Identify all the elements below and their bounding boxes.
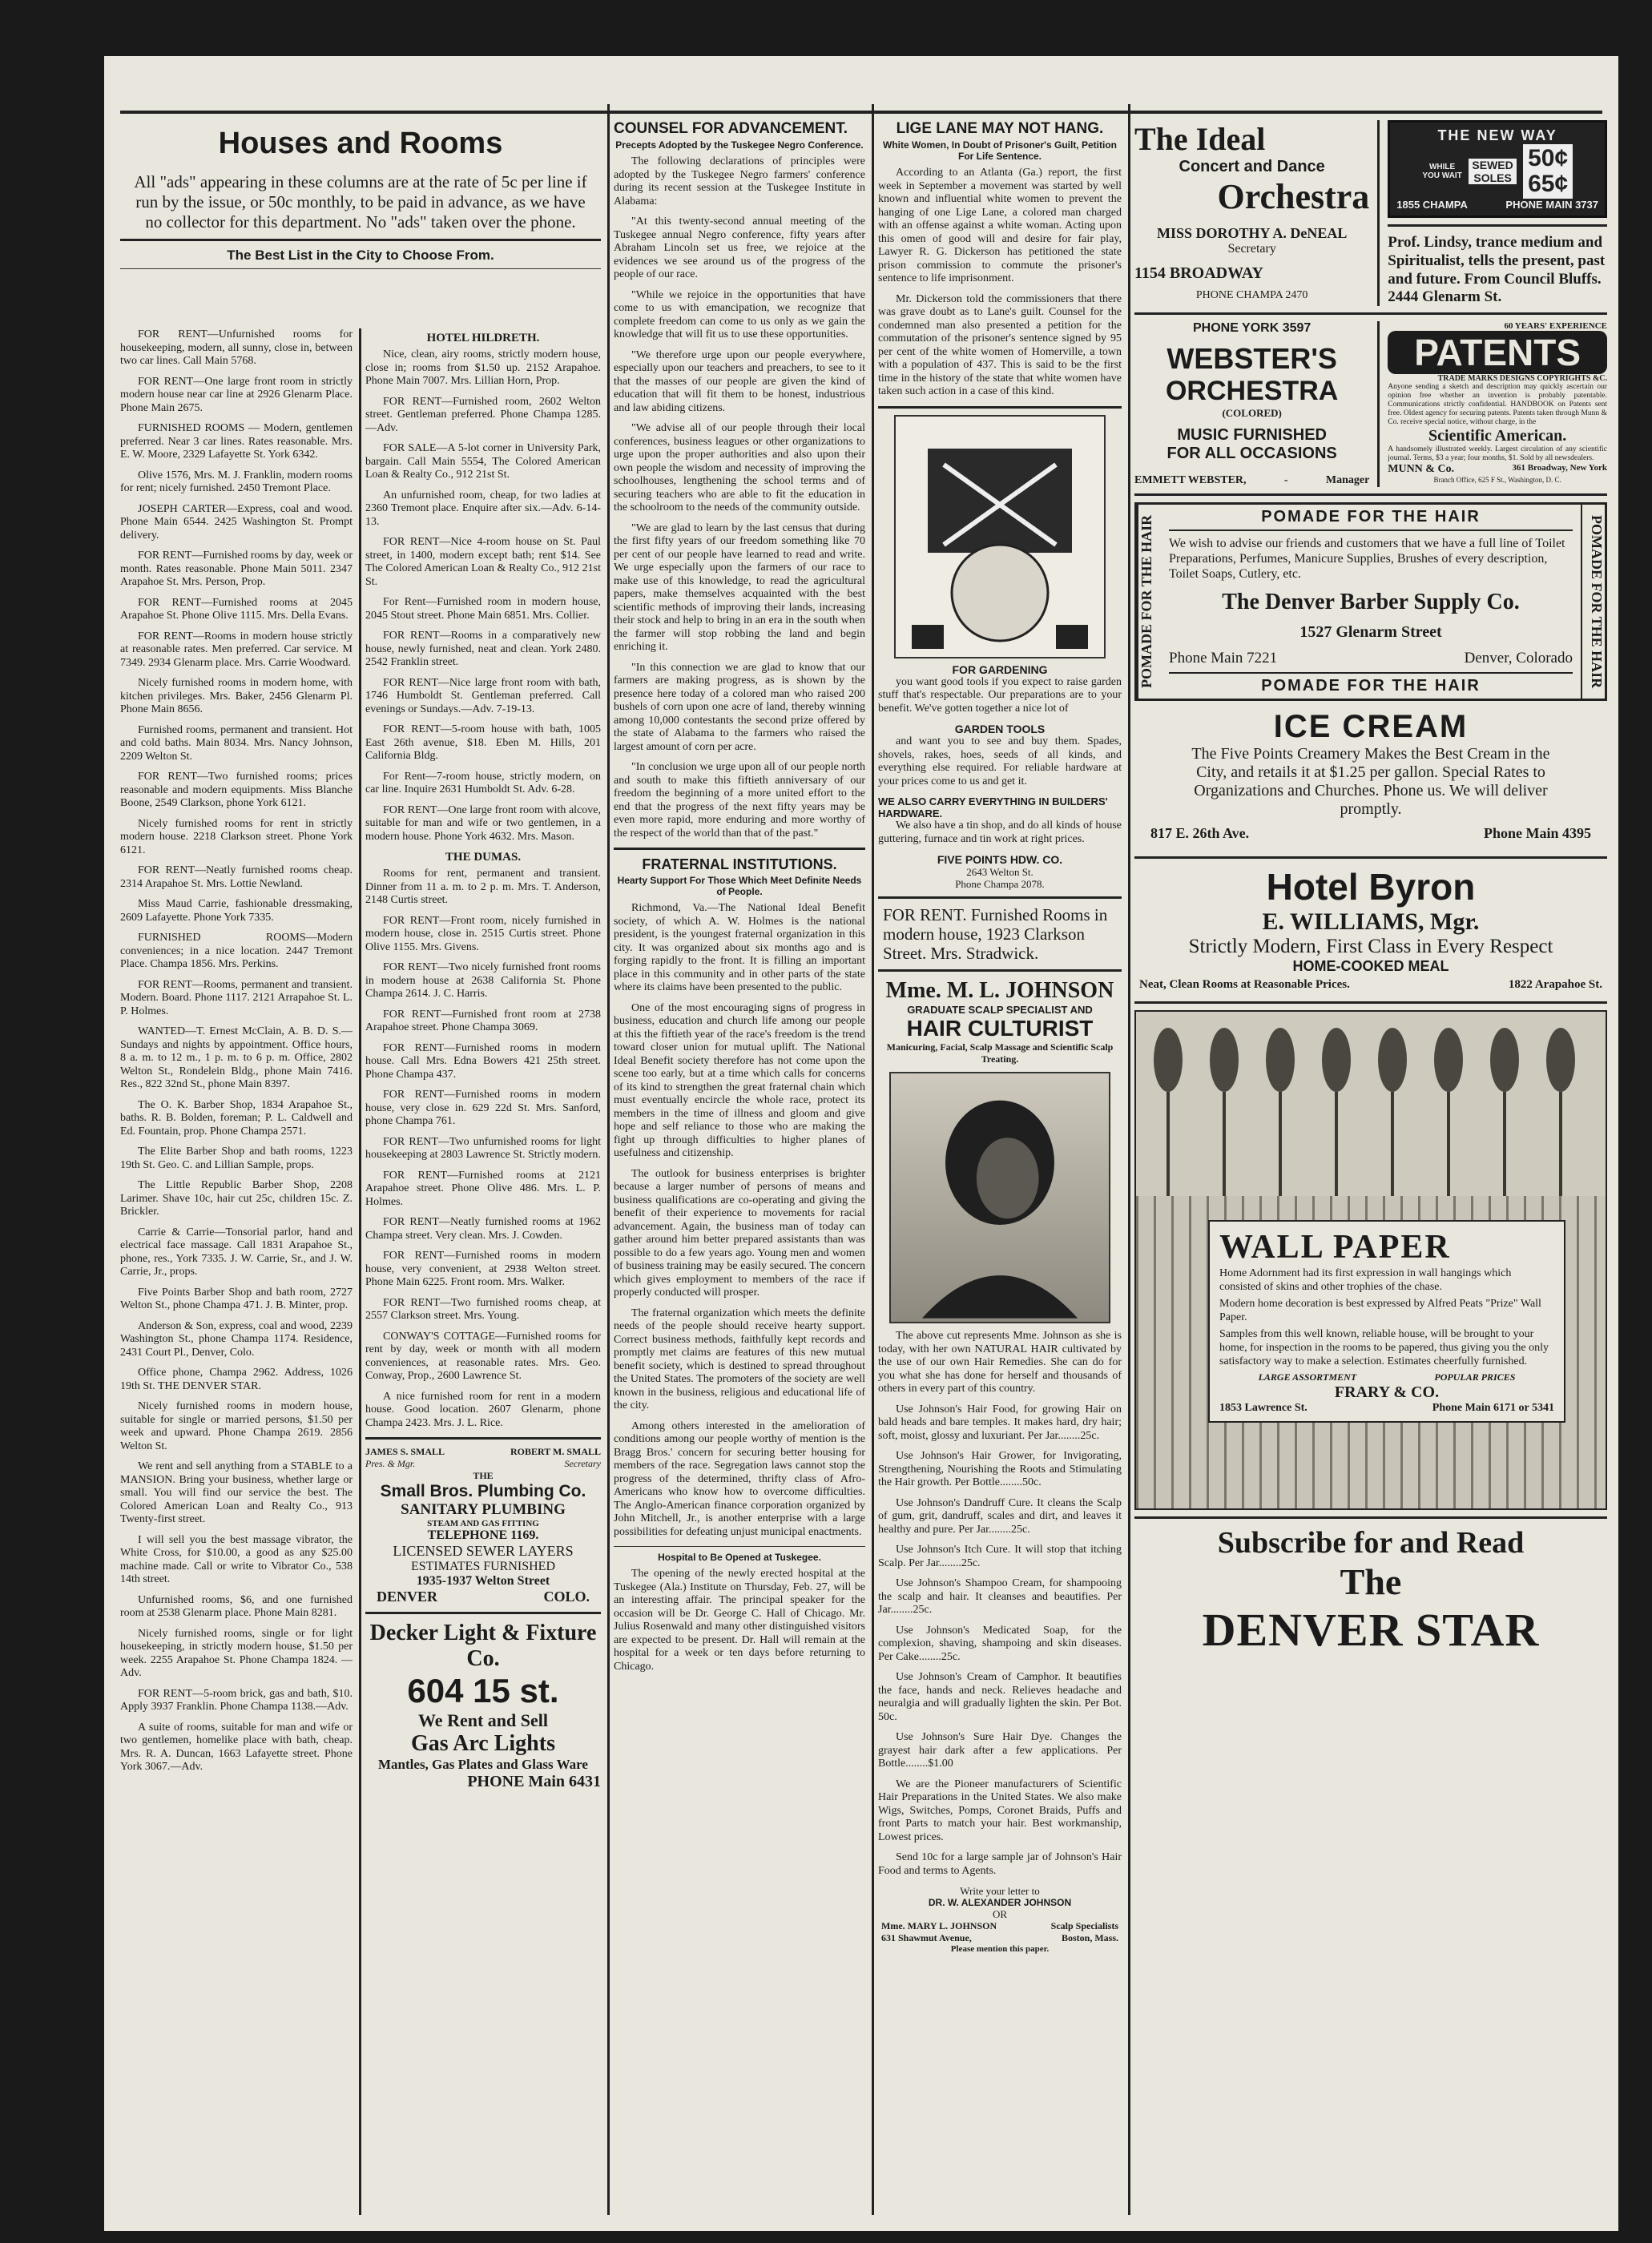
classified-ad: FOR RENT—Two furnished rooms; prices reasonable and modern equipments. Miss Blanche Boone, 2549 Clarkson, phone York 6121.: [120, 771, 353, 809]
patents-sci: Scientific American.: [1428, 427, 1567, 445]
divider: [365, 1437, 601, 1440]
right-top-ads: [1388, 120, 1607, 306]
classified-ad: FOR RENT—One large front room with alcove, suitable for man and wife or two gentlemen, in a modern house. Phone York 4632. Mrs. Mason.: [365, 803, 601, 843]
classified-ad: We rent and sell anything from a STABLE to a MANSION. Bring your business, whether large or small. You will find our service the best. The Colored American Loan and Realty Co., 913 Twenty-first street.: [120, 1460, 353, 1525]
subscribe-line1: Subscribe for and Read: [1217, 1526, 1525, 1560]
hospital-text: The opening of the newly erected hospital at the Tuskegee (Ala.) Institute on Thursday, Feb. 27, will be an interesting affair. The principal speaker for the occasion will be Dr. George C. Hall of Chicago. Mr. Julius Rosenwald and many other distinguished visitors are expected to be present. Dr. Hall will remain at the hospital for a week or ten days before returning to Chicago.: [614, 1568, 865, 1673]
classified-ad: FOR SALE—A 5-lot corner in University Park, bargain. Call Main 5554, The Colored American Loan & Realty Co., 912 21st St.: [365, 442, 601, 481]
classified-ad: An unfurnished room, cheap, for two ladies at 2360 Tremont place. Enquire after six.—Adv. 6-14-13.: [365, 489, 601, 528]
lige-body: [878, 167, 1122, 399]
article-paragraph: "We advise all of our people through their local conferences, business leagues or other organizations to urge upon the proper authorities and also upon their own people the wisdom and necessity of improving the schoolhouses, lengthening the school terms and of securing teachers who are able to fit the education in the schoolroom to the needs of the community outside.: [614, 422, 865, 513]
decker-line3: Mantles, Gas Plates and Glass Ware: [378, 1757, 588, 1772]
decker-line2: Gas Arc Lights: [411, 1731, 555, 1756]
webster-line2: FOR ALL OCCASIONS: [1166, 445, 1337, 462]
icecream-text: The Five Points Creamery Makes the Best Cream in the City, and retails it at $1.25 per gallon. Special Rates to Organizations and Churches. Phone us. We will deliver promptly.: [1191, 745, 1550, 818]
houses-intro: All "ads" appearing in these columns are at the rate of 5c per line if run by the issue, or 50c monthly, to be paid in advance, as we have no collector for this department. No "ads" taken over the phone.: [134, 172, 587, 232]
classified-ad: FOR RENT—Furnished rooms in modern house. Call Mrs. Edna Bowers 421 25th street. Phone Champa 437.: [365, 1041, 601, 1081]
classified-ad: FOR RENT—Rooms, permanent and transient. Modern. Board. Phone 1117. 2121 Arrapahoe St. L. P. Holmes.: [120, 978, 353, 1017]
classified-ad: Nice, clean, airy rooms, strictly modern house, close in; rooms from $1.50 up. 2152 Arapahoe. Phone Main 7007. Mrs. Lillian Horn, Prop.: [365, 348, 601, 387]
subscribe-ad: [1134, 1525, 1607, 1657]
gardening-ad: [878, 415, 1122, 891]
johnson-spec: Scalp Specialists: [1050, 1920, 1118, 1931]
icecream-address: 817 E. 26th Ave.: [1150, 825, 1250, 841]
classified-ad: Olive 1576, Mrs. M. J. Franklin, modern rooms for rent; nicely furnished. 2450 Tremont Place.: [120, 469, 353, 494]
wallpaper-pattern-icon: [1136, 1012, 1606, 1196]
classified-ad: The O. K. Barber Shop, 1834 Arapahoe St., baths. R. B. Bolden, foreman; P. L. Caldwell and Ed. Fountain, prop. Phone Champa 2571.: [120, 1098, 353, 1138]
classified-ad: JOSEPH CARTER—Express, coal and wood. Phone Main 6544. 2425 Washington St. Prompt delivery.: [120, 502, 353, 542]
divider: [1134, 856, 1607, 859]
column-rule: [607, 104, 610, 2215]
lige-column: [878, 120, 1122, 2215]
wallpaper-p3: Samples from this well known, reliable house, will be brought to your home, for inspection in the rooms to be papered, thus giving you the only satisfactory way to make a selection. Estimates cheerfully furnished.: [1219, 1328, 1549, 1367]
gardening-illustration: [894, 415, 1106, 658]
icecream-ad: [1134, 701, 1607, 850]
article-paragraph: "At this twenty-second annual meeting of the Tuskegee annual Negro conference, fifty years after Abraham Lincoln set us free, we rejoice at the evidences we see around us of the progress of the people of our race.: [614, 215, 865, 280]
small-left-name: JAMES S. SMALL: [365, 1446, 445, 1457]
ideal-title3: Orchestra: [1217, 177, 1370, 216]
classified-ad: FOR RENT—Two unfurnished rooms for light housekeeping at 2803 Lawrence St. Strictly modern.: [365, 1135, 601, 1161]
classified-ad: FOR RENT—5-room house with bath, 1005 East 26th avenue, $18. Eben M. Hills, 201 California Bldg.: [365, 723, 601, 762]
classified-ad: FURNISHED ROOMS — Modern, gentlemen preferred. Near 3 car lines. Rates reasonable. Mrs. E. W. Moore, 2329 Lafayette St. York 6342.: [120, 422, 353, 461]
icecream-phone: Phone Main 4395: [1483, 825, 1591, 841]
pomade-name: The Denver Barber Supply Co.: [1222, 590, 1520, 614]
gardening-carry: WE ALSO CARRY EVERYTHING IN BUILDERS' HARDWARE.: [878, 795, 1108, 819]
lindsy-address: 2444 Glenarm St.: [1388, 288, 1502, 305]
patents-ad: [1388, 321, 1607, 487]
small-left-title: Pres. & Mgr.: [365, 1458, 416, 1469]
classified-ad: FOR RENT—Rooms in a comparatively new house, newly furnished, neat and clean. York 2480. 2542 Franklin street.: [365, 630, 601, 668]
dumas-title: THE DUMAS.: [445, 851, 522, 864]
johnson-paragraph: Use Johnson's Hair Grower, for Invigorating, Strengthening, Nourishing the Roots and Stimulating the Hair growth. Per Bottle........50c.: [878, 1450, 1122, 1488]
small-line2: STEAM AND GAS FITTING: [427, 1519, 539, 1528]
classified-ad: FURNISHED ROOMS—Modern conveniences; in a nice location. 2447 Tremont Place. Champa 1856. Mrs. Perkins.: [120, 932, 353, 970]
small-state: COLO.: [543, 1589, 590, 1605]
johnson-portrait: [889, 1072, 1110, 1323]
classified-ad: For Rent—7-room house, strictly modern, on car line. Inquire 2631 Humboldt St. Adv. 6-28.: [365, 770, 601, 795]
fraternal-sub: Hearty Support For Those Which Meet Definite Needs of People.: [617, 875, 862, 897]
best-list-heading: The Best List in the City to Choose From.: [227, 248, 494, 263]
divider: [878, 969, 1122, 972]
classified-ad: CONWAY'S COTTAGE—Furnished rooms for rent by day, week or month with all modern conveniences, at reasonable rates. Mrs. Geo. Conway, Prop., 2600 Lawrence St.: [365, 1330, 601, 1382]
classified-ad: FOR RENT—5-room brick, gas and bath, $10. Apply 3937 Franklin. Phone Champa 1138.—Adv.: [120, 1687, 353, 1713]
decker-phone: PHONE Main 6431: [467, 1773, 601, 1790]
johnson-paragraph: Use Johnson's Dandruff Cure. It cleans the Scalp of gum, grit, dandruff, scales and dirt, and leaves it healthy and pure. Per Jar........25c.: [878, 1496, 1122, 1536]
classified-ad: FOR RENT—Furnished rooms in modern house, very close in. 629 22d St. Mrs. Sanford, phone Champa 761.: [365, 1089, 601, 1127]
small-right-title: Secretary: [564, 1458, 601, 1469]
wallpaper-p2: Modern home decoration is best expressed by Alfred Peats "Prize" Wall Paper.: [1219, 1298, 1541, 1323]
johnson-name: Mme. M. L. JOHNSON: [885, 978, 1114, 1003]
pomade-banner-top: POMADE FOR THE HAIR: [1169, 505, 1573, 531]
webster-mgr-role: Manager: [1325, 474, 1370, 486]
small-name: Small Bros. Plumbing Co.: [380, 1482, 586, 1500]
johnson-or: OR: [992, 1908, 1008, 1920]
classified-ad: Nicely furnished rooms for rent in strictly modern house. 2218 Clarkson street. Phone York 6121.: [120, 817, 353, 856]
gardening-text2: and want you to see and buy them. Spades, shovels, rakes, hoes, seeds of all kinds, and everything else required. For reliable hardware at your prices come to us and get it.: [878, 735, 1122, 787]
small-city: DENVER: [377, 1589, 438, 1605]
wallpaper-box: [1208, 1220, 1565, 1423]
small-the: THE: [473, 1470, 494, 1481]
gardening-text: you want good tools if you expect to raise garden stuff that's respectable. Our preparations are to your benefit. We've gotten together a nice lot of: [878, 675, 1122, 715]
classified-ad: FOR RENT—Front room, nicely furnished in modern house, close in. 2515 Curtis street. Phone Olive 1155. Mrs. Givens.: [365, 914, 601, 953]
article-paragraph: "We are glad to learn by the last census that during the first fifty years of our freedom something like 70 per cent of our people have learned to read and write. We urge especially upon the farmers of our race to make use of this knowledge, to read the agricultural papers, make themselves acquainted with the best scientific methods of improving their lands, increasing their stock and help to bring in an era in the south when the farmer will stop robbing the land and begin enriching it.: [614, 521, 865, 653]
classified-ad: FOR RENT—Furnished rooms at 2121 Arapahoe street. Phone Olive 486. Mrs. L. P. Holmes.: [365, 1169, 601, 1208]
johnson-line1: GRADUATE SCALP SPECIALIST AND: [907, 1004, 1093, 1016]
newspaper-page: [104, 56, 1618, 2231]
wallpaper-title: WALL PAPER: [1219, 1229, 1451, 1266]
classified-ad: FOR RENT—Neatly furnished rooms at 1962 Champa street. Very clean. Mrs. J. Cowden.: [365, 1216, 601, 1242]
column-rule: [1128, 104, 1130, 2215]
gardening-phone: Phone Champa 2078.: [955, 878, 1045, 890]
classified-ad: FOR RENT—Furnished rooms at 2045 Arapahoe St. Phone Olive 1115. Mrs. Della Evans.: [120, 596, 353, 622]
divider: [614, 1546, 865, 1547]
column-rule: [1377, 120, 1380, 306]
counsel-column: [614, 120, 865, 2215]
patents-marks: TRADE MARKS DESIGNS COPYRIGHTS &C.: [1437, 374, 1607, 383]
hospital-title: Hospital to Be Opened at Tuskegee.: [658, 1552, 821, 1563]
johnson-line3: Manicuring, Facial, Scalp Massage and Scientific Scalp Treating.: [886, 1041, 1114, 1065]
wallpaper-street: 1853 Lawrence St.: [1219, 1402, 1307, 1414]
classified-ad: FOR RENT—Furnished rooms in modern house, very convenient, at 2938 Welton street. Phone Main 6225. Front room. Mrs. Walker.: [365, 1250, 601, 1288]
johnson-paragraph: Use Johnson's Medicated Soap, for the complexion, shaving, shampoing and skin diseases. Per Cake........25c.: [878, 1624, 1122, 1663]
fraternal-body: [614, 902, 865, 1539]
classified-ad: Office phone, Champa 2962. Address, 1026 19th St. THE DENVER STAR.: [120, 1367, 353, 1392]
ideal-address: 1154 BROADWAY: [1134, 264, 1263, 282]
johnson-paragraph: Use Johnson's Hair Food, for growing Hair on bald heads and bare temples. It makes hard, dry hair; soft, moist, glossy and luxuriant. Per Jar........25c.: [878, 1403, 1122, 1442]
counsel-body: [614, 155, 865, 840]
pomade-ad: [1134, 502, 1607, 701]
byron-ad: [1134, 865, 1607, 995]
newway-ad: [1388, 120, 1607, 218]
webster-colored: (COLORED): [1222, 407, 1282, 419]
counsel-sub: Precepts Adopted by the Tuskegee Negro Conference.: [615, 139, 864, 151]
classified-ad: FOR RENT—Nice large front room with bath, 1746 Humboldt St. Gentleman preferred. Call evenings or Sundays.—Adv. 7-19-13.: [365, 676, 601, 715]
webster-ad: [1134, 321, 1369, 487]
classified-ad: For Rent—Furnished room in modern house, 2045 Stout street. Phone Main 6851. Mrs. Collier.: [365, 596, 601, 622]
classified-ad: FOR RENT—Two nicely furnished front rooms in modern house at 2638 California St. Phone Champa 2614. J. C. Harris.: [365, 961, 601, 1000]
newway-left: WHILE YOU WAIT: [1422, 163, 1462, 180]
gardening-store: FIVE POINTS HDW. CO.: [937, 853, 1063, 866]
classified-ad: WANTED—T. Ernest McClain, A. B. D. S.—Sundays and nights by appointment. Office hours, 8 a. m. to 12 m., 1 p. m. to 6 p. m. Office, 2802 Welton St., Rondelein Bldg., phone Main 7416. Res., 822 32nd St., phone Main 8397.: [120, 1025, 353, 1090]
classified-ad: FOR RENT—Two furnished rooms cheap, at 2557 Clarkson street. Mrs. Young.: [365, 1296, 601, 1322]
fraternal-title: FRATERNAL INSTITUTIONS.: [642, 856, 837, 872]
ideal-phone: PHONE CHAMPA 2470: [1195, 289, 1308, 301]
article-paragraph: "While we rejoice in the opportunities that have come to us with emancipation, we recognize that complete freedom can come to us only as we gain the knowledge that will fit us to use these opportunities.: [614, 288, 865, 340]
johnson-mention: Please mention this paper.: [950, 1944, 1050, 1954]
wallpaper-ad: [1134, 1010, 1607, 1510]
pomade-text: We wish to advise our friends and customers that we have a full line of Toilet Preparations, Perfumes, Manicure Supplies, Brushes of every description, Toilet Soaps, Cutlery, etc.: [1169, 537, 1565, 581]
hotel-hildreth-title: HOTEL HILDRETH.: [426, 332, 540, 344]
column-rule: [872, 104, 874, 2215]
johnson-paragraph: Use Johnson's Sure Hair Dye. Changes the grayest hair dark after a few applications. Per Bottle........$1.00: [878, 1731, 1122, 1770]
classified-ad: A suite of rooms, suitable for man and wife or two gentlemen, homelike place with bath, cheap. Mrs. R. A. Duncan, 1663 Lafayette street. Phone York 3067.—Adv.: [120, 1721, 353, 1773]
ads-row-1: [1134, 120, 1607, 306]
johnson-write: Write your letter to: [960, 1885, 1040, 1897]
ads-row-2: [1134, 321, 1607, 487]
johnson-paragraph: The above cut represents Mme. Johnson as she is today, with her own NATURAL HAIR cultivated by the use of our own Hair Remedies. She can do for you what she has done for herself and thousands of others in every part of this country.: [878, 1330, 1122, 1395]
pomade-side-left: POMADE FOR THE HAIR: [1137, 505, 1161, 699]
patents-branch: Branch Office, 625 F St., Washington, D. C.: [1433, 476, 1561, 484]
garden-tools-icon: [896, 417, 1104, 657]
divider: [614, 848, 865, 850]
garden-tools-title: GARDEN TOOLS: [954, 723, 1046, 735]
article-paragraph: Among others interested in the amelioration of conditions among our people worthy of mention is the Bragg Bros.' concern for securing better housing for members of the race. Segregation laws cannot stop the progress of the determined, thrifty class of Afro-Americans who know how to overcome difficulties. The Anglo-American finance corporation organized by John Mitchell, Jr., is another enterprise with a large possibilities for defeating unjust municipal enactments.: [614, 1419, 865, 1538]
byron-line1: Strictly Modern, First Class in Every Respect: [1188, 936, 1553, 957]
pomade-phone: Phone Main 7221: [1169, 650, 1278, 666]
webster-title2: ORCHESTRA: [1165, 376, 1339, 406]
byron-title: Hotel Byron: [1266, 866, 1476, 908]
classified-ad: FOR RENT—Furnished front room at 2738 Arapahoe street. Phone Champa 3069.: [365, 1008, 601, 1033]
divider: [878, 896, 1122, 899]
newway-phone: PHONE MAIN 3737: [1505, 199, 1598, 211]
article-paragraph: "We therefore urge upon our people everywhere, especially upon our teachers and preachers, to see to it that the masses of our people are given the kind of education that will fit them to be honest, industrious and law abiding citizens.: [614, 348, 865, 414]
patents-title: PATENTS: [1388, 331, 1607, 374]
classified-ad: FOR RENT—Nice 4-room house on St. Paul street, in 1400, modern except bath; rent $14. See The Colored American Loan & Realty Co., 912 21st St.: [365, 536, 601, 588]
divider: [1134, 493, 1607, 496]
counsel-title: COUNSEL FOR ADVANCEMENT.: [614, 120, 848, 137]
johnson-paragraph: Use Johnson's Cream of Camphor. It beautifies the face, hands and neck. Relieves headache and neuralgia and will gradually lighten the skin. Per Bot. 50c.: [878, 1671, 1122, 1723]
ad-list-b2: [365, 868, 601, 1430]
article-paragraph: "In this connection we are glad to know that our farmers are making progress, as is shown by the presence here today of a colored man who raised 200 bushels of corn upon one acre of land, thereby winning among 10,000 contestants the second prize offered by the state of Alabama to the farmers who raised the largest amount of corn per acre.: [614, 661, 865, 753]
webster-title1: WEBSTER'S: [1166, 342, 1337, 375]
stradwick-ad: FOR RENT. Furnished Rooms in modern house, 1923 Clarkson Street. Mrs. Stradwick.: [883, 905, 1108, 963]
column-rule: [1377, 321, 1380, 487]
small-line5: ESTIMATES FURNISHED: [410, 1560, 555, 1573]
portrait-icon: [891, 1073, 1109, 1322]
divider: [120, 268, 601, 269]
johnson-line2: HAIR CULTURIST: [906, 1016, 1094, 1041]
ad-list-b: [365, 348, 601, 844]
lige-title: LIGE LANE MAY NOT HANG.: [896, 120, 1104, 137]
small-line1: SANITARY PLUMBING: [401, 1501, 566, 1518]
pomade-banner-bottom: POMADE FOR THE HAIR: [1169, 672, 1573, 699]
byron-line3: Neat, Clean Rooms at Reasonable Prices.: [1139, 978, 1350, 991]
newway-street: 1855 CHAMPA: [1396, 199, 1468, 211]
johnson-dr: DR. W. ALEXANDER JOHNSON: [928, 1897, 1072, 1908]
classified-ad: FOR RENT—Neatly furnished rooms cheap. 2314 Arapahoe St. Mrs. Lottie Newland.: [120, 864, 353, 890]
johnson-paragraph: We are the Pioneer manufacturers of Scientific Hair Preparations in the United States. We also make Wigs, Switches, Pomps, Coronet Braids, Puffs and front Parts to match your hair. Best workmanship, Lowest prices.: [878, 1778, 1122, 1843]
decker-ad: [365, 1621, 601, 1791]
gardening-address: 2643 Welton St.: [966, 866, 1034, 878]
wallpaper-p1: Home Adornment had its first expression in wall hangings which consisted of skins and other trophies of the chase.: [1219, 1267, 1512, 1293]
webster-mgr-name: EMMETT WEBSTER,: [1134, 474, 1247, 486]
houses-col-a: [120, 328, 353, 2215]
pomade-city: Denver, Colorado: [1464, 650, 1573, 666]
ideal-role: Secretary: [1227, 242, 1276, 256]
classified-ad: The Elite Barber Shop and bath rooms, 1223 19th St. Geo. C. and Lillian Sample, props.: [120, 1146, 353, 1171]
lindsy-text: Prof. Lindsy, trance medium and Spiritualist, tells the present, past and future. From Council Bluffs.: [1388, 234, 1606, 288]
divider: [120, 239, 601, 241]
subscribe-line3: DENVER STAR: [1202, 1604, 1540, 1656]
article-paragraph: The outlook for business enterprises is brighter because a larger number of persons of means and business qualifications are co-operating and giving the benefit of their experience to movements for racial advancement. Again, the business man of today can gather around him better prepared assistants than was possible to do a few years ago. Young men and women of business training may be easily secured. The concern which gives employment to members of the race if properly conducted will prosper.: [614, 1167, 865, 1299]
wallpaper-assort: LARGE ASSORTMENT: [1258, 1371, 1357, 1383]
patents-munn: MUNN & Co.: [1388, 463, 1455, 475]
patents-text2: A handsomely illustrated weekly. Largest circulation of any scientific journal. Terms, $3 a year; four months, $1. Sold by all newsdealers.: [1388, 445, 1607, 462]
divider: [878, 406, 1122, 409]
houses-title: Houses and Rooms: [218, 127, 503, 160]
classified-ad: Five Points Barber Shop and bath room, 2727 Welton St., phone Champa 471. J. B. Minter, prop.: [120, 1286, 353, 1311]
newway-title: THE NEW WAY: [1437, 127, 1557, 143]
webster-mgr-dash: -: [1283, 474, 1288, 486]
byron-mgr: E. WILLIAMS, Mgr.: [1262, 908, 1480, 935]
icecream-title: ICE CREAM: [1273, 709, 1469, 744]
classified-ad: Anderson & Son, express, coal and wood, 2239 Washington St., phone Champa 1174. Residence, 2431 Court Pl., Denver, Colo.: [120, 1319, 353, 1359]
column-rule: [359, 328, 361, 2215]
ideal-ad: [1134, 120, 1369, 306]
classified-ad: FOR RENT—Rooms in modern house strictly at reasonable rates. Men preferred. Car service. M 7349. 2934 Glenarm place. Mrs. Carrie Woodward.: [120, 630, 353, 669]
divider: [365, 1612, 601, 1614]
johnson-paragraph: Use Johnson's Itch Cure. It will stop that itching Scalp. Per Jar........25c.: [878, 1544, 1122, 1569]
classified-ad: Miss Maud Carrie, fashionable dressmaking, 2609 Lafayette. Phone York 7335.: [120, 898, 353, 924]
classified-ad: Carrie & Carrie—Tonsorial parlor, hand and electrical face massage. Call 1831 Arapahoe St., phone, res., York 7335. J. W. Carrie, Sr., and J. W. Carrie, Jr., props.: [120, 1226, 353, 1278]
gardening-caption: FOR GARDENING: [952, 662, 1048, 676]
classified-ad: Rooms for rent, permanent and transient. Dinner from 11 a. m. to 2 p. m. Mrs. T. Anderson, 2148 Curtis street.: [365, 868, 601, 906]
small-line6: 1935-1937 Welton Street: [416, 1574, 550, 1588]
newway-mid: SEWED SOLES: [1469, 159, 1517, 184]
pomade-street: 1527 Glenarm Street: [1299, 623, 1442, 641]
small-bros-ad: [365, 1446, 601, 1605]
classified-ad: FOR RENT—Furnished rooms by day, week or month. Rates reasonable. Phone Main 5011. 2347 Arapahoe St. Mrs. Person, Prop.: [120, 550, 353, 588]
lindsy-ad: [1388, 233, 1607, 306]
small-right-name: ROBERT M. SMALL: [510, 1446, 601, 1457]
newway-price2: 65¢: [1528, 171, 1569, 197]
pomade-side-right: POMADE FOR THE HAIR: [1581, 505, 1605, 699]
classified-ad: I will sell you the best massage vibrator, the White Cross, for $10.00, a good as any $25.00 machine made. Call or write to Vibrator Co., 538 14th street.: [120, 1533, 353, 1585]
byron-address: 1822 Arapahoe St.: [1508, 978, 1602, 991]
divider: [1388, 224, 1607, 227]
johnson-paragraph: Use Johnson's Shampoo Cream, for shampooing the scalp and hair. It cleanses and beautifies. Per Jar........25c.: [878, 1577, 1122, 1616]
lige-sub: White Women, In Doubt of Prisoner's Guilt, Petition For Life Sentence.: [883, 139, 1117, 162]
johnson-city: Boston, Mass.: [1061, 1932, 1118, 1943]
subscribe-line2: The: [1340, 1561, 1402, 1602]
webster-line1: MUSIC FURNISHED: [1177, 426, 1327, 444]
article-paragraph: The following declarations of principles were adopted by the Tuskegee Negro farmers' conference during its recent session at the Tuskegee Institute in Alabama:: [614, 155, 865, 207]
divider: [1134, 312, 1607, 315]
patents-munn-addr: 361 Broadway, New York: [1512, 463, 1607, 473]
small-line4: LICENSED SEWER LAYERS: [393, 1543, 574, 1559]
top-rule: [120, 111, 1602, 114]
ideal-title1: The Ideal: [1134, 121, 1266, 157]
article-paragraph: The fraternal organization which meets the definite needs of the people should receive hearty support. Correct business methods, faithfully kept records and promptly met claims are features of this new mutual benefit society, which is destined to spread throughout the United States. The promoters of the society are well known in the business, religious and educational life of the city.: [614, 1307, 865, 1411]
newway-price1: 50¢: [1528, 145, 1569, 171]
johnson-ad: [878, 978, 1122, 1954]
johnson-body: [878, 1330, 1122, 1878]
byron-line2: HOME-COOKED MEAL: [1292, 958, 1449, 974]
classified-ad: Nicely furnished rooms in modern house, suitable for single or married persons, $1.50 per week and upward. Phone Champa 2619. 2856 Welton St.: [120, 1400, 353, 1452]
classified-ad: The Little Republic Barber Shop, 2208 Larimer. Shave 10c, hair cut 25c, children 15c. Z. Brickler.: [120, 1179, 353, 1218]
wallpaper-name: FRARY & CO.: [1334, 1383, 1440, 1401]
classified-ad: FOR RENT—One large front room in strictly modern house near car line at 2926 Glenarm Place. Phone Main 2675.: [120, 375, 353, 414]
wallpaper-phone: Phone Main 6171 or 5341: [1432, 1402, 1554, 1414]
ideal-title2: Concert and Dance: [1179, 158, 1325, 175]
ideal-name: MISS DOROTHY A. DeNEAL: [1156, 225, 1348, 241]
divider: [1134, 1001, 1607, 1004]
houses-col-b: [365, 328, 601, 2215]
decker-address: 604 15 st.: [407, 1672, 559, 1709]
johnson-mme: Mme. MARY L. JOHNSON: [881, 1920, 997, 1931]
classified-ad: Furnished rooms, permanent and transient. Hot and cold baths. Main 8034. Mrs. Nancy Johnson, 2209 Welton St.: [120, 723, 353, 763]
johnson-paragraph: Send 10c for a large sample jar of Johnson's Hair Food and terms to Agents.: [878, 1851, 1122, 1877]
classified-ad: A nice furnished room for rent in a modern house. Good location. 2607 Glenarm, phone Champa 2423. Mrs. J. L. Rice.: [365, 1390, 601, 1429]
classified-ad: Nicely furnished rooms, single or for light housekeeping, in strictly modern house, $1.50 per week. 2255 Arapahoe St. Phone Champa 1824. —Adv.: [120, 1627, 353, 1679]
patents-exp: 60 YEARS' EXPERIENCE: [1504, 321, 1607, 331]
classified-ad: FOR RENT—Furnished room, 2602 Welton street. Gentleman preferred. Phone Champa 1285.—Adv.: [365, 395, 601, 434]
divider: [1134, 1516, 1607, 1519]
johnson-street: 631 Shawmut Avenue,: [881, 1932, 972, 1943]
article-paragraph: One of the most encouraging signs of progress in business, education and church life among our people at this the fiftieth year of the race's freedom is the trend toward closer union for mutual uplift. The National Ideal Benefit society therefore has not come upon the scene too early, but at a time which calls for concerns of its kind to strengthen the great fraternal chain which must eventually encircle the whole race, protect its members in the time of illness and gloom and give hope and self reliance to those who are making the fight up through difficulties to higher planes of usefulness and citizenship.: [614, 1001, 865, 1159]
ads-column: [1134, 120, 1607, 2215]
classified-ad: Unfurnished rooms, $6, and one furnished room at 2538 Glenarm place. Phone Main 8281.: [120, 1593, 353, 1619]
article-paragraph: Mr. Dickerson told the commissioners that there was grave doubt as to Lane's guilt. Counsel for the condemned man also presented a petition for the commutation of the prisoner's sentence signed by 95 per cent of the white women of Homerville, a town with a population of 437. This is said to be the first time in the history of the state that white women have taken such action in a case of this kind.: [878, 292, 1122, 397]
classified-ad: FOR RENT—Unfurnished rooms for housekeeping, modern, all sunny, close in, between two car lines. Call Main 5768.: [120, 328, 353, 367]
wallpaper-prices: POPULAR PRICES: [1434, 1371, 1516, 1383]
ad-list-a: [120, 328, 353, 1774]
patents-text: Anyone sending a sketch and description may quickly ascertain our opinion free whether an invention is probably patentable. Communications strictly confidential. HANDBOOK on Patents sent free. Oldest agency for securing patents. Patents taken through Munn & Co. receive special notice, without charge, in the: [1388, 383, 1607, 426]
article-paragraph: Richmond, Va.—The National Ideal Benefit society, of which A. W. Holmes is the national president, is the youngest fraternal organization in this city. It was organized about six months ago and is forging rapidly to the front. It is filling an important place in this community and in other parts of the state where its claims have been presented to the public.: [614, 902, 865, 993]
classified-ad: Nicely furnished rooms in modern home, with kitchen privileges. Mrs. Baker, 2456 Glenarm Pl. Phone Main 8656.: [120, 677, 353, 715]
article-paragraph: "In conclusion we urge upon all of our people north and south to make this fiftieth anniversary of our freedom the beginning of a more united effort to the end that the progress of the next fifty years may be even more rapid, more enduring and more worthy of the respect of the world than that of the past.": [614, 761, 865, 840]
webster-phone: PHONE YORK 3597: [1192, 321, 1312, 335]
small-line3: TELEPHONE 1169.: [427, 1528, 539, 1542]
decker-line1: We Rent and Sell: [418, 1710, 548, 1730]
decker-name: Decker Light & Fixture Co.: [369, 1621, 597, 1671]
gardening-text3: We also have a tin shop, and do all kinds of house guttering, furnace and tin work at right prices.: [878, 819, 1122, 845]
article-paragraph: According to an Atlanta (Ga.) report, the first week in September a movement was started by well known and influential white women to prevent the hanging of one Lige Lane, a colored man charged with an offense against a white woman. Acting upon this omen of good will and desire for fair play, Lawyer R. G. Dickerson has petitioned the state prison commission to commute the prisoner's sentence to life imprisonment.: [878, 167, 1122, 284]
